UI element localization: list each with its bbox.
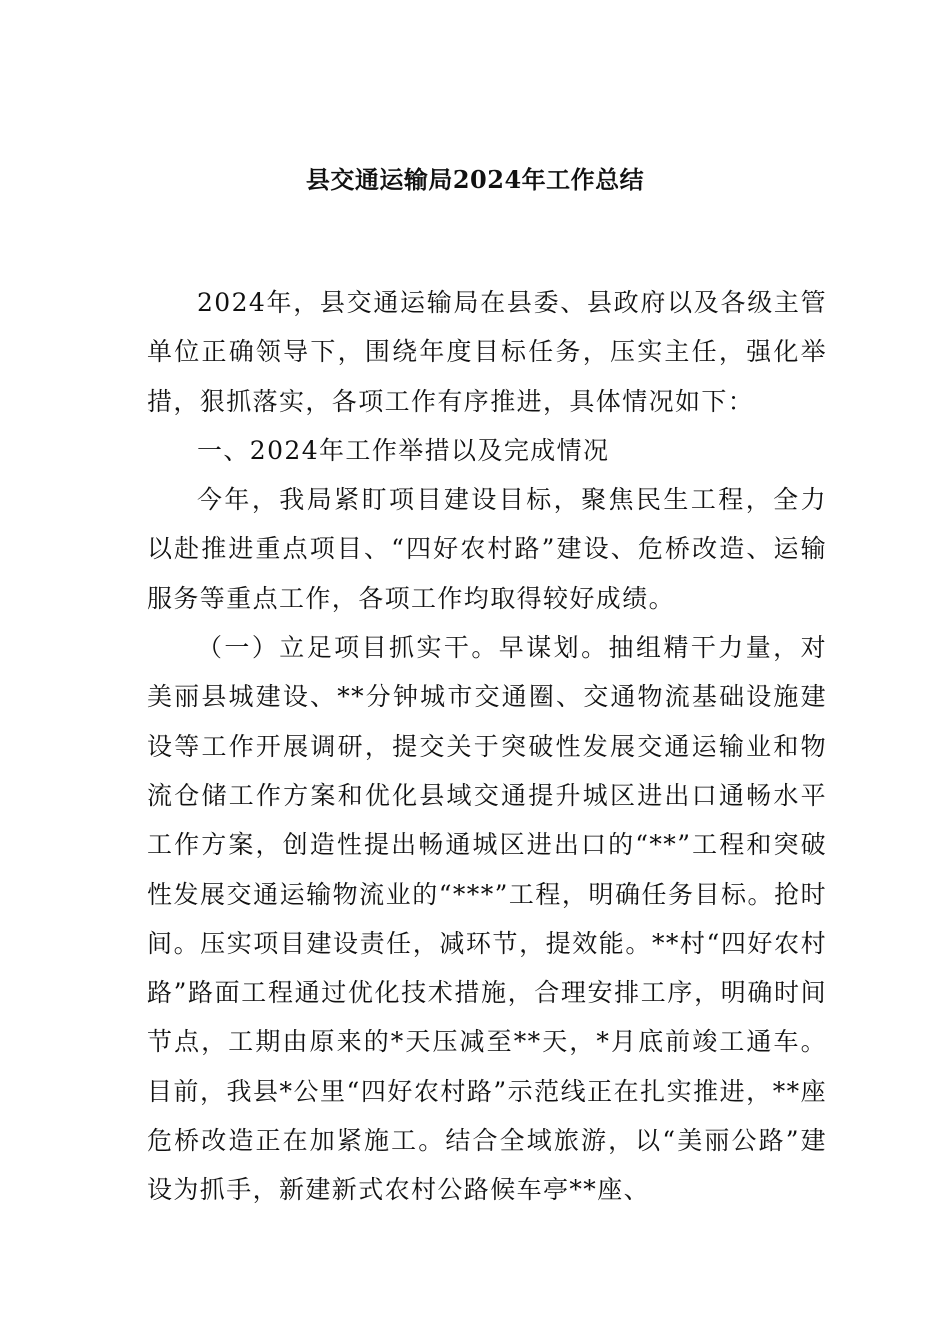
intro-paragraph: 2024年，县交通运输局在县委、县政府以及各级主管单位正确领导下，围绕年度目标任务，压实主任，强化举措，狠抓落实，各项工作有序推进，具体情况如下： — [147, 288, 827, 416]
document-body — [147, 278, 827, 1215]
subsection-paragraph: （一）立足项目抓实干。早谋划。抽组精干力量，对美丽县城建设、**分钟城市交通圈、交通物流基础设施建设等工作开展调研，提交关于突破性发展交通运输业和物流仓储工作方案和优化县域交通提升城区进出口通畅水平工作方案，创造性提出畅通城区进出口的“**”工程和突破性发展交通运输物流业的“***”工程，明确任务目标。抢时间。压实项目建设责任，减环节，提效能。**村“四好农村路”路面工程通过优化技术措施，合理安排工序，明确时间节点，工期由原来的*天压减至**天，*月底前竣工通车。目前，我县*公里“四好农村路”示范线正在扎实推进，**座危桥改造正在加紧施工。结合全域旅游，以“美丽公路”建设为抓手，新建新式农村公路候车亭**座、 — [147, 633, 827, 1205]
summary-paragraph: 今年，我局紧盯项目建设目标，聚焦民生工程，全力以赴推进重点项目、“四好农村路”建设、危桥改造、运输服务等重点工作，各项工作均取得较好成绩。 — [147, 485, 827, 613]
section-heading: 一、2024年工作举措以及完成情况 — [197, 435, 610, 465]
document-title: 县交通运输局2024年工作总结 — [305, 165, 645, 194]
